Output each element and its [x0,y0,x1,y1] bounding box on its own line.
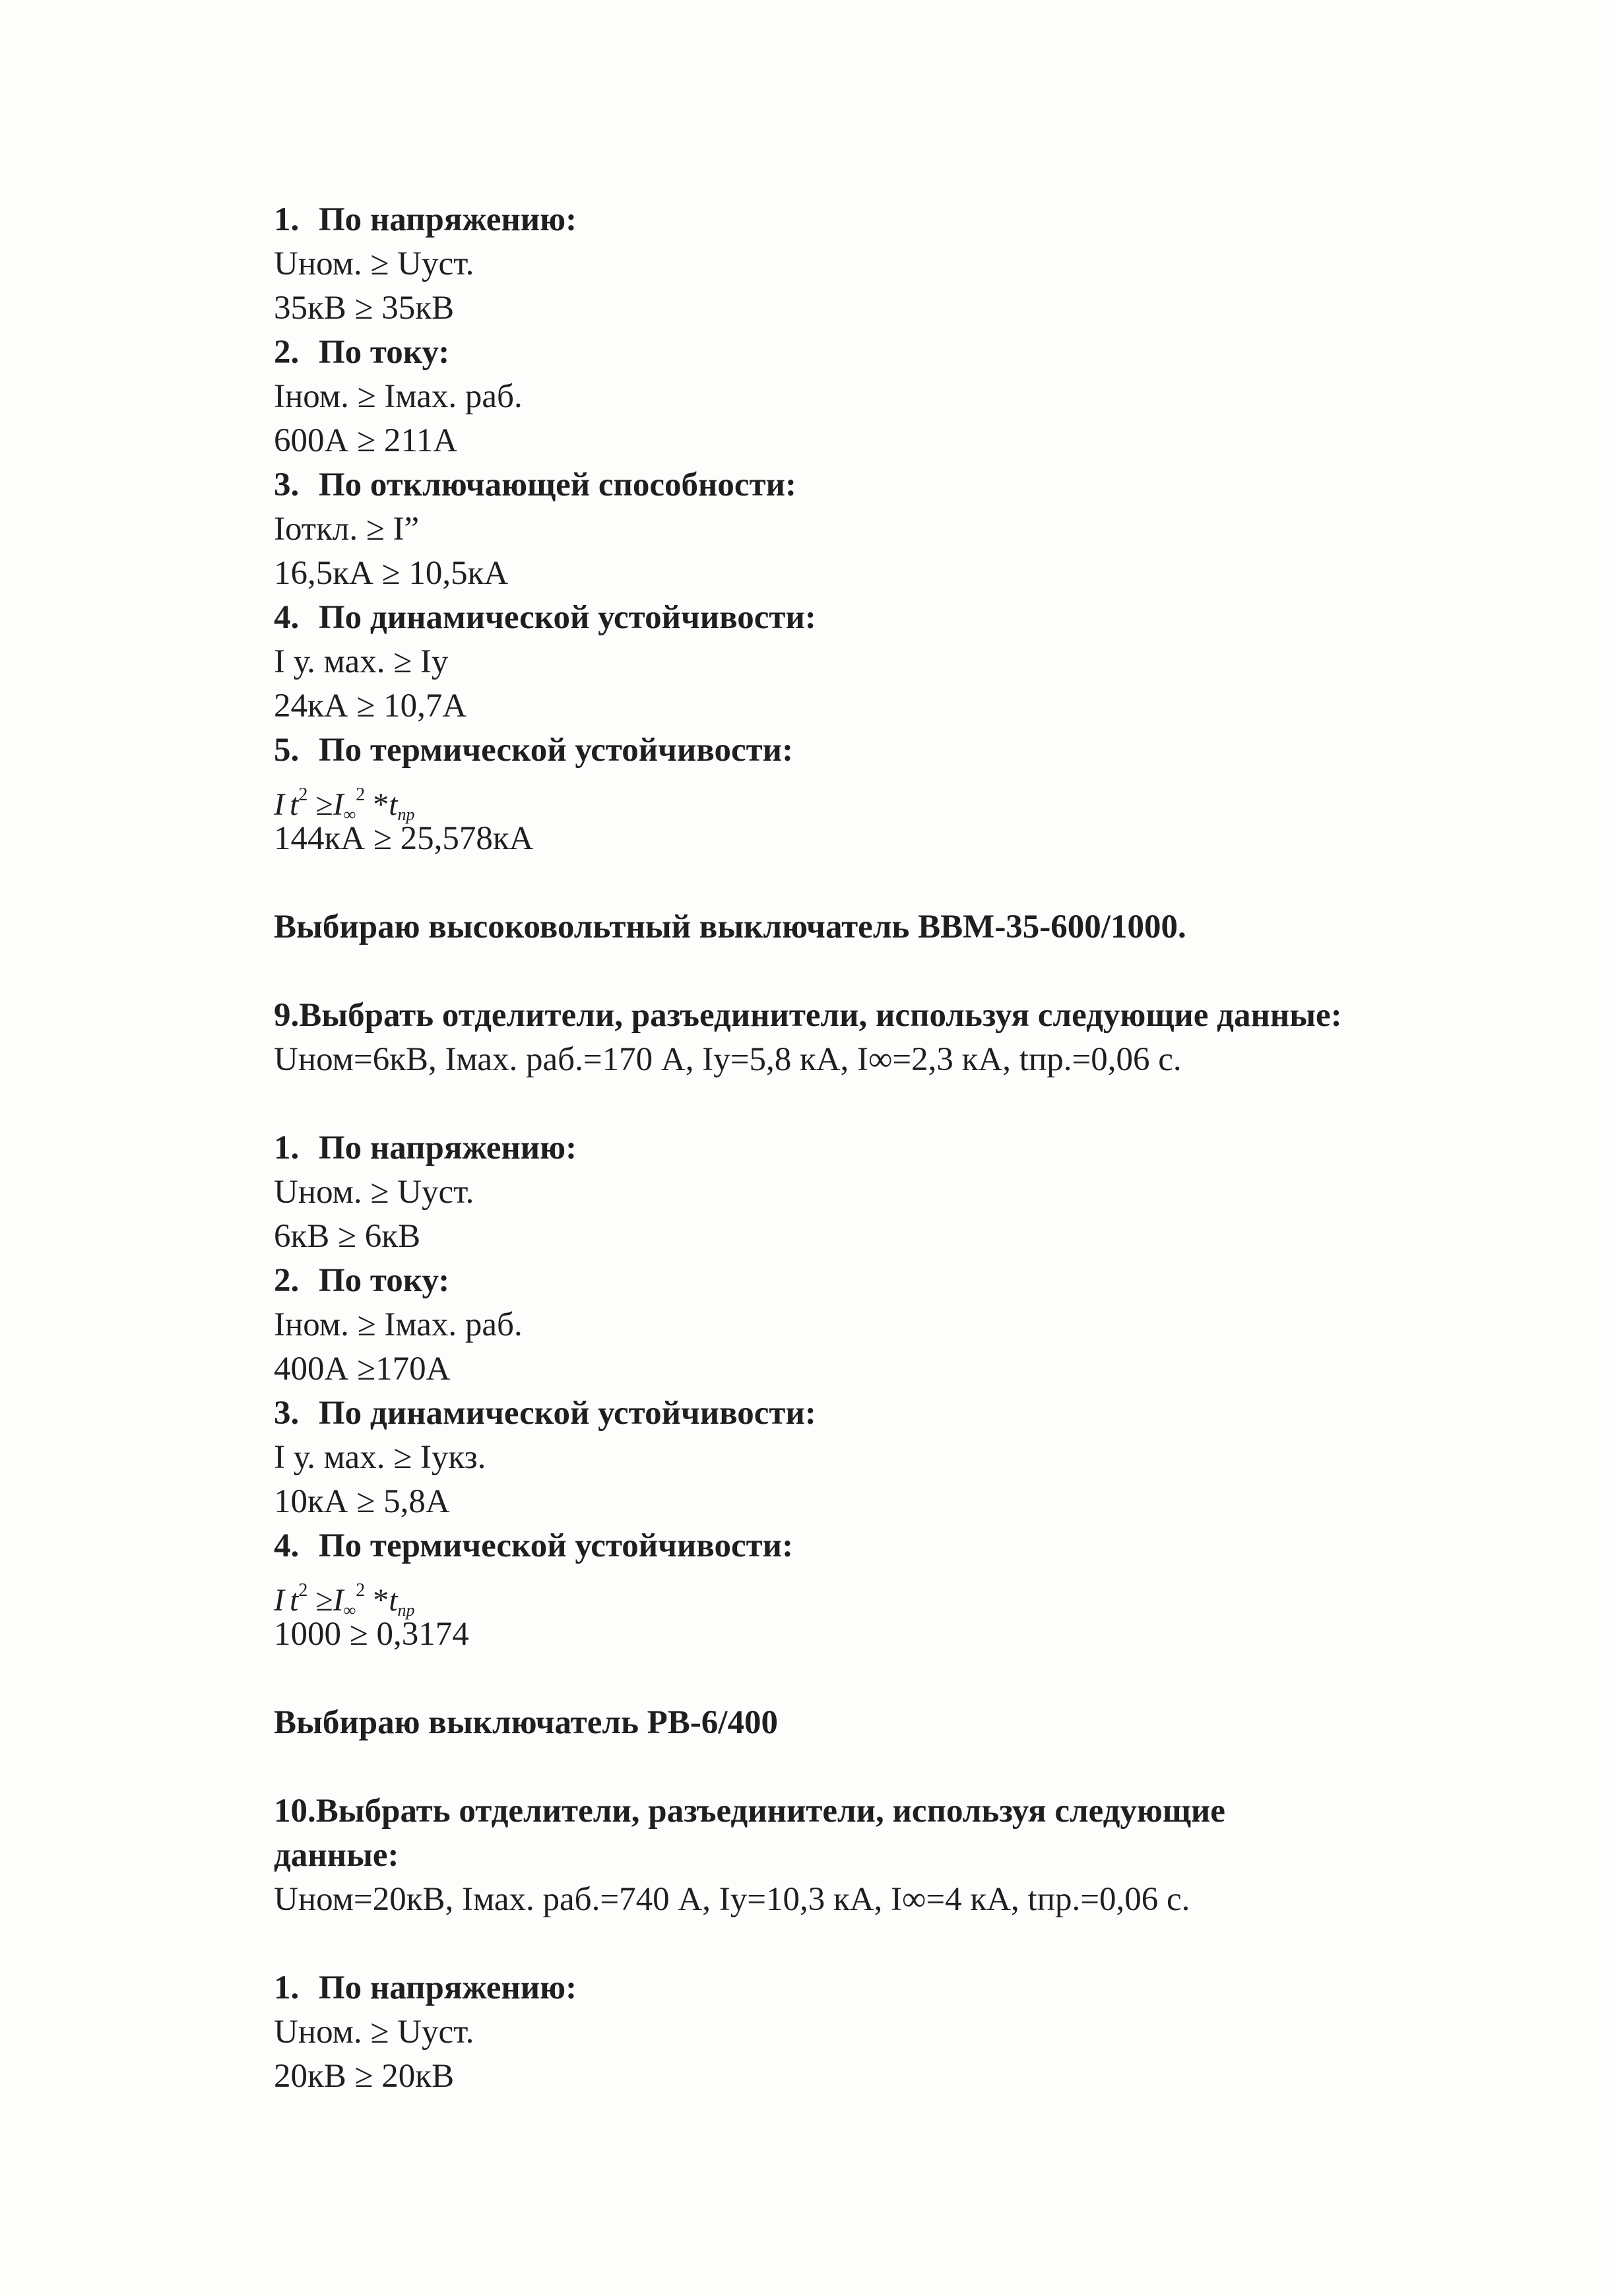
criterion-heading: 1. По напряжению: [274,1969,577,2006]
task-parameters: Uном=6кВ, Iмах. раб.=170 А, Iу=5,8 кА, I∞=2,3 кА, tпр.=0,06 с. [274,1041,1182,1078]
criterion-check: 35кВ ≥ 35кВ [274,290,455,327]
criterion-check: 400А ≥170А [274,1351,451,1387]
criterion-check: 16,5кА ≥ 10,5кА [274,555,509,592]
criterion-heading: 5. По термической устойчивости: [274,732,794,769]
task-heading: 9.Выбрать отделители, разъединители, используя следующие данные: [274,997,1342,1034]
task-heading-continued: данные: [274,1837,399,1874]
criterion-heading: 4. По термической устойчивости: [274,1527,794,1564]
criterion-condition: I у. мах. ≥ Iу [274,643,449,680]
criterion-heading: 3. По отключающей способности: [274,466,796,503]
criterion-condition: Uном. ≥ Uуст. [274,1174,474,1211]
criterion-heading: 2. По току: [274,1262,450,1299]
criterion-heading: 3. По динамической устойчивости: [274,1395,816,1432]
criterion-check: 10кА ≥ 5,8А [274,1483,450,1520]
criterion-check: 20кВ ≥ 20кВ [274,2058,455,2095]
criterion-check: 6кВ ≥ 6кВ [274,1218,421,1255]
document-body [274,198,1528,2099]
task-parameters: Uном=20кВ, Iмах. раб.=740 А, Iу=10,3 кА, I∞=4 кА, tпр.=0,06 с. [274,1881,1190,1918]
criterion-condition: I у. мах. ≥ Iукз. [274,1439,486,1476]
criterion-check: 1000 ≥ 0,3174 [274,1616,469,1653]
criterion-condition: Iном. ≥ Iмах. раб. [274,378,523,415]
criterion-condition: Uном. ≥ Uуст. [274,2014,474,2051]
thermal-formula: I $t^2 \ge I_\infty^2$ $*t_{пр}$ [274,784,415,824]
criterion-condition: Uном. ≥ Uуст. [274,245,474,282]
criterion-condition: Iном. ≥ Iмах. раб. [274,1306,523,1343]
conclusion: Выбираю выключатель РВ-6/400 [274,1704,778,1741]
criterion-check: 24кА ≥ 10,7А [274,687,467,724]
thermal-formula: I $t^2 \ge I_\infty^2$ $*t_{пр}$ [274,1580,415,1620]
criterion-check: 600А ≥ 211А [274,422,458,459]
criterion-heading: 1. По напряжению: [274,201,577,238]
criterion-heading: 2. По току: [274,334,450,371]
task-heading: 10.Выбрать отделители, разъединители, используя следующие [274,1793,1225,1830]
criterion-heading: 1. По напряжению: [274,1130,577,1166]
criterion-condition: Iоткл. ≥ I” [274,511,420,548]
conclusion: Выбираю высоковольтный выключатель ВВМ-35-600/1000. [274,909,1186,945]
criterion-heading: 4. По динамической устойчивости: [274,599,816,636]
criterion-check: 144кА ≥ 25,578кА [274,820,534,857]
